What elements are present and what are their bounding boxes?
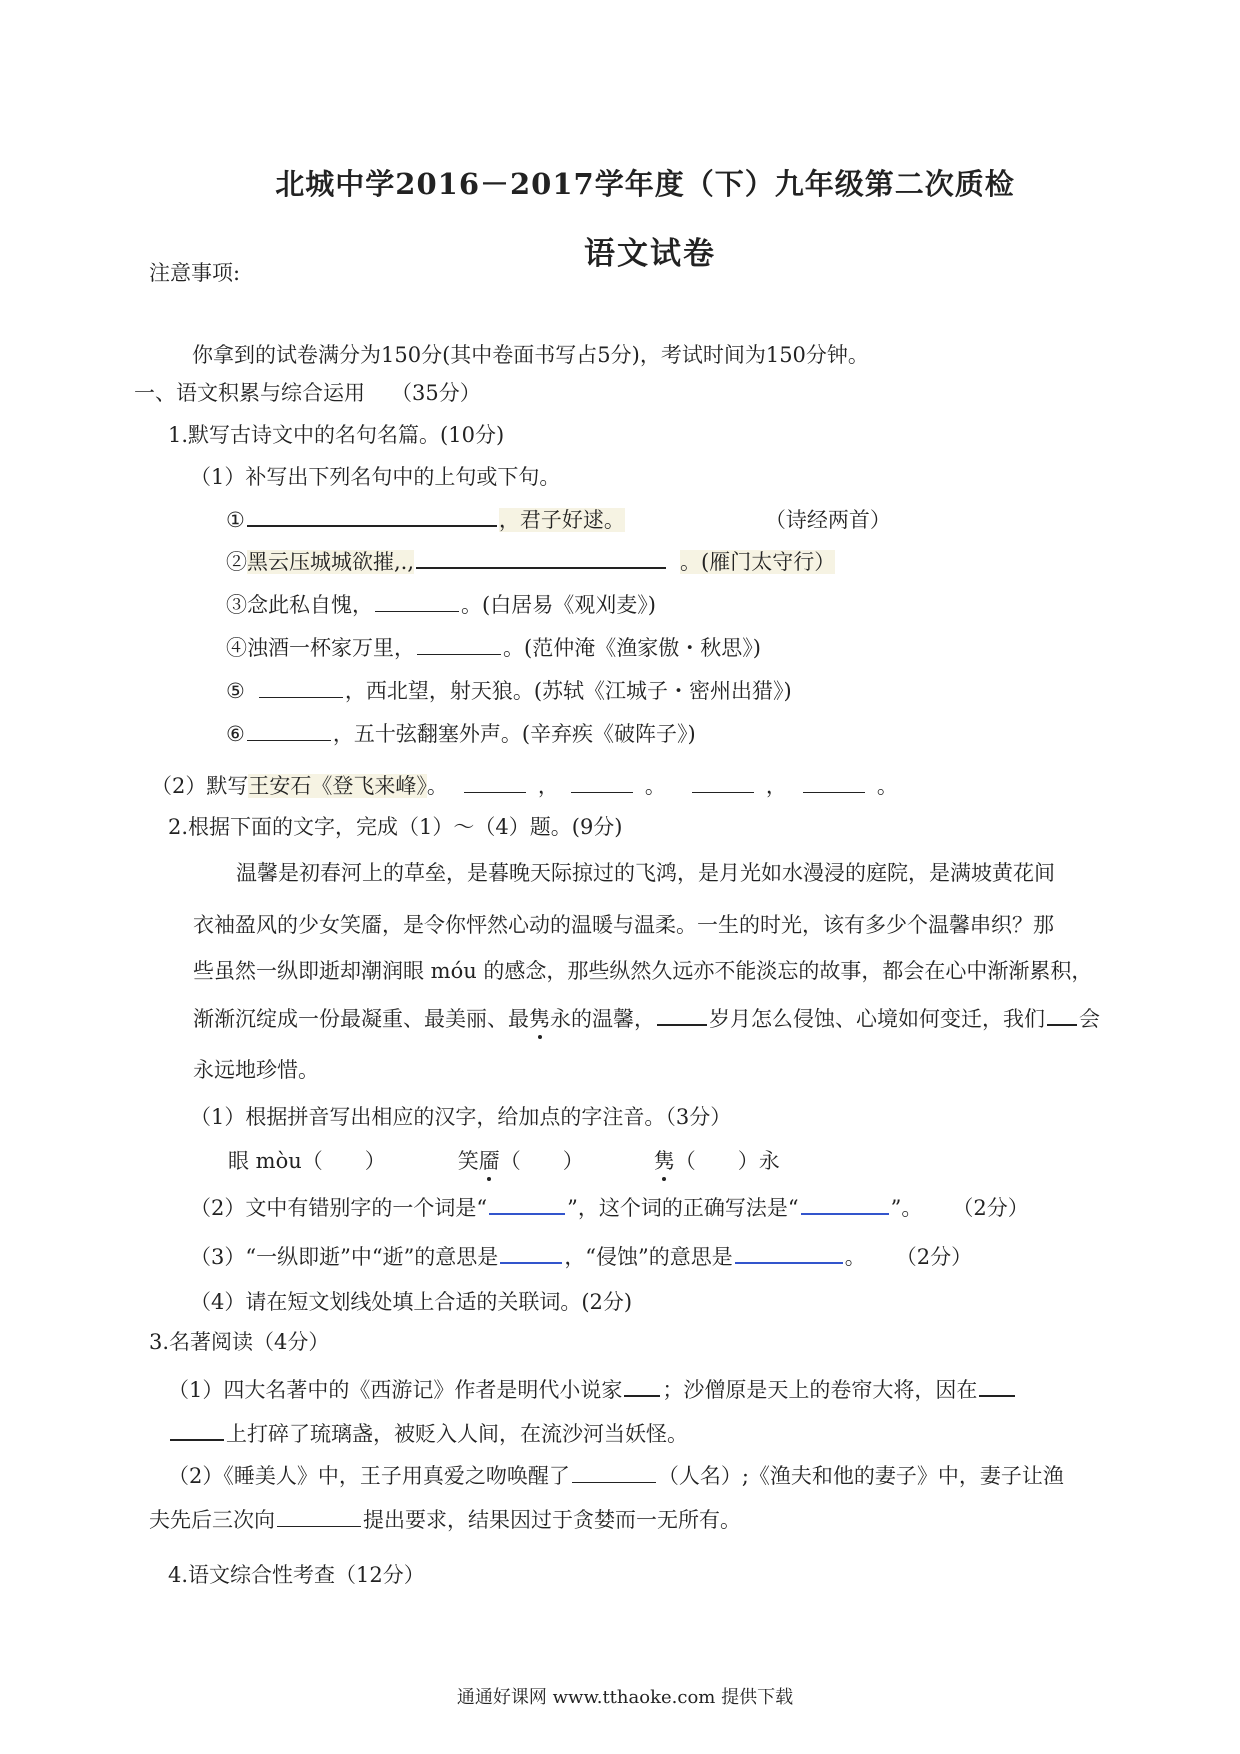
q2-s2-blank-1[interactable] [489, 1191, 565, 1215]
q1-line-3: ③念此私自愧， 。(白居易《观刈麦》) [226, 589, 656, 620]
q2-s1-row: 眼 mòu（ ） 笑靥（ ） 隽（ ）永 [228, 1149, 780, 1173]
q3-s1-blank-1[interactable] [624, 1373, 660, 1397]
q1-line-5: ⑤ ，西北望，射天狼。(苏轼《江城子・密州出猎》) [226, 675, 792, 706]
q4-heading: 4.语文综合性考查（12分） [168, 1563, 425, 1587]
q2-para-line-4: 渐渐沉绽成一份最凝重、最美丽、最隽永的温馨， 岁月怎么侵蚀、心境如何变迁，我们 会 [193, 1002, 1100, 1034]
q2-para-line-5: 永远地珍惜。 [193, 1058, 319, 1082]
section-heading [134, 378, 481, 408]
q3-heading: 3.名著阅读（4分） [149, 1330, 330, 1354]
q1-sub2-blank-2[interactable] [571, 770, 633, 793]
q3-s1-line-1: （1）四大名著中的《西游记》作者是明代小说家 ；沙僧原是天上的卷帘大将，因在 [168, 1373, 1017, 1405]
exam-subtitle: 语文试卷 [584, 236, 716, 272]
q2-s3: （3）“一纵即逝”中“逝”的意思是 ，“侵蚀”的意思是 。 （2分） [190, 1240, 972, 1272]
q3-s2-blank-2[interactable] [277, 1504, 361, 1527]
q3-s2-line-1: （2）《睡美人》中，王子用真爱之吻唤醒了 （人名）;《渔夫和他的妻子》中，妻子让渔 [168, 1460, 1064, 1491]
q1-heading: 1.默写古诗文中的名句名篇。(10分) [168, 423, 505, 447]
exam-title: 北城中学2016－2017学年度（下）九年级第二次质检 [275, 167, 1015, 201]
q1-line-4: ④浊酒一杯家万里， 。(范仲淹《渔家傲・秋思》) [226, 632, 761, 663]
section-score: （35分） [391, 381, 481, 405]
q3-s1-blank-2[interactable] [979, 1373, 1015, 1397]
q1-blank-1[interactable] [247, 503, 497, 527]
q1-blank-6[interactable] [247, 718, 331, 741]
q2-para-blank-1[interactable] [657, 1002, 707, 1026]
q2-s3-blank-2[interactable] [735, 1240, 843, 1264]
q2-para-line-1: 温馨是初春河上的草垒，是暮晚天际掠过的飞鸿，是月光如水漫浸的庭院，是满坡黄花间 [236, 861, 1055, 885]
page-footer: 通通好课网 www.tthaoke.com 提供下载 [456, 1687, 794, 1708]
q2-para-blank-2[interactable] [1047, 1002, 1077, 1026]
q2-s1: （1）根据拼音写出相应的汉字，给加点的字注音。（3分） [190, 1105, 732, 1129]
q2-s3-blank-1[interactable] [500, 1240, 562, 1264]
q2-s2-blank-2[interactable] [801, 1191, 889, 1215]
notice-label: 注意事项: [149, 261, 241, 285]
q2-para-line-3: 些虽然一纵即逝却潮润眼 móu 的感念，那些纵然久远亦不能淡忘的故事，都会在心中渐渐累积， [193, 959, 1093, 983]
q1-blank-5[interactable] [259, 675, 343, 698]
q1-blank-4[interactable] [417, 632, 501, 655]
q2-para-line-2: 衣袖盈风的少女笑靥，是令你怦然心动的温暖与温柔。一生的时光，该有多少个温馨串织？那 [193, 913, 1054, 937]
q3-s1-blank-3[interactable] [170, 1417, 224, 1441]
q2-s1-item-a: 眼 mòu（ ） [228, 1149, 386, 1173]
q1-sub2-blank-1[interactable] [464, 770, 526, 793]
q1-line-6: ⑥ ，五十弦翻塞外声。(辛弃疾《破阵子》) [226, 718, 696, 749]
q1-sub2: （2）默写王安石《登飞来峰》。 ， 。 ， 。 [151, 770, 898, 801]
q1-blank-3[interactable] [375, 589, 459, 612]
q1-sub2-blank-4[interactable] [803, 770, 865, 793]
q2-s2: （2）文中有错别字的一个词是“ ”，这个词的正确写法是“ ”。 （2分） [190, 1191, 1029, 1223]
section-title: 一、语文积累与综合运用 [134, 381, 365, 405]
q1-sub1: （1）补写出下列名句中的上句或下句。 [190, 465, 561, 489]
q3-s2-blank-1[interactable] [572, 1460, 656, 1483]
q2-heading: 2.根据下面的文字，完成（1）～（4）题。(9分) [168, 815, 623, 839]
q1-line-2: ②黑云压城城欲摧,., 。(雁门太守行） [226, 545, 835, 577]
q3-s1-line-2: 上打碎了琉璃盏，被贬入人间，在流沙河当妖怪。 [168, 1417, 688, 1449]
q3-s2-line-2: 夫先后三次向 提出要求，结果因过于贪婪而一无所有。 [149, 1504, 741, 1535]
q1-line-1: ① ，君子好逑。 （诗经两首） [226, 503, 891, 535]
q1-sub2-blank-3[interactable] [692, 770, 754, 793]
q2-s4: （4）请在短文划线处填上合适的关联词。(2分) [190, 1290, 633, 1314]
notice-text: 你拿到的试卷满分为150分(其中卷面书写占5分)，考试时间为150分钟。 [192, 343, 869, 367]
q1-blank-2[interactable] [416, 545, 666, 569]
